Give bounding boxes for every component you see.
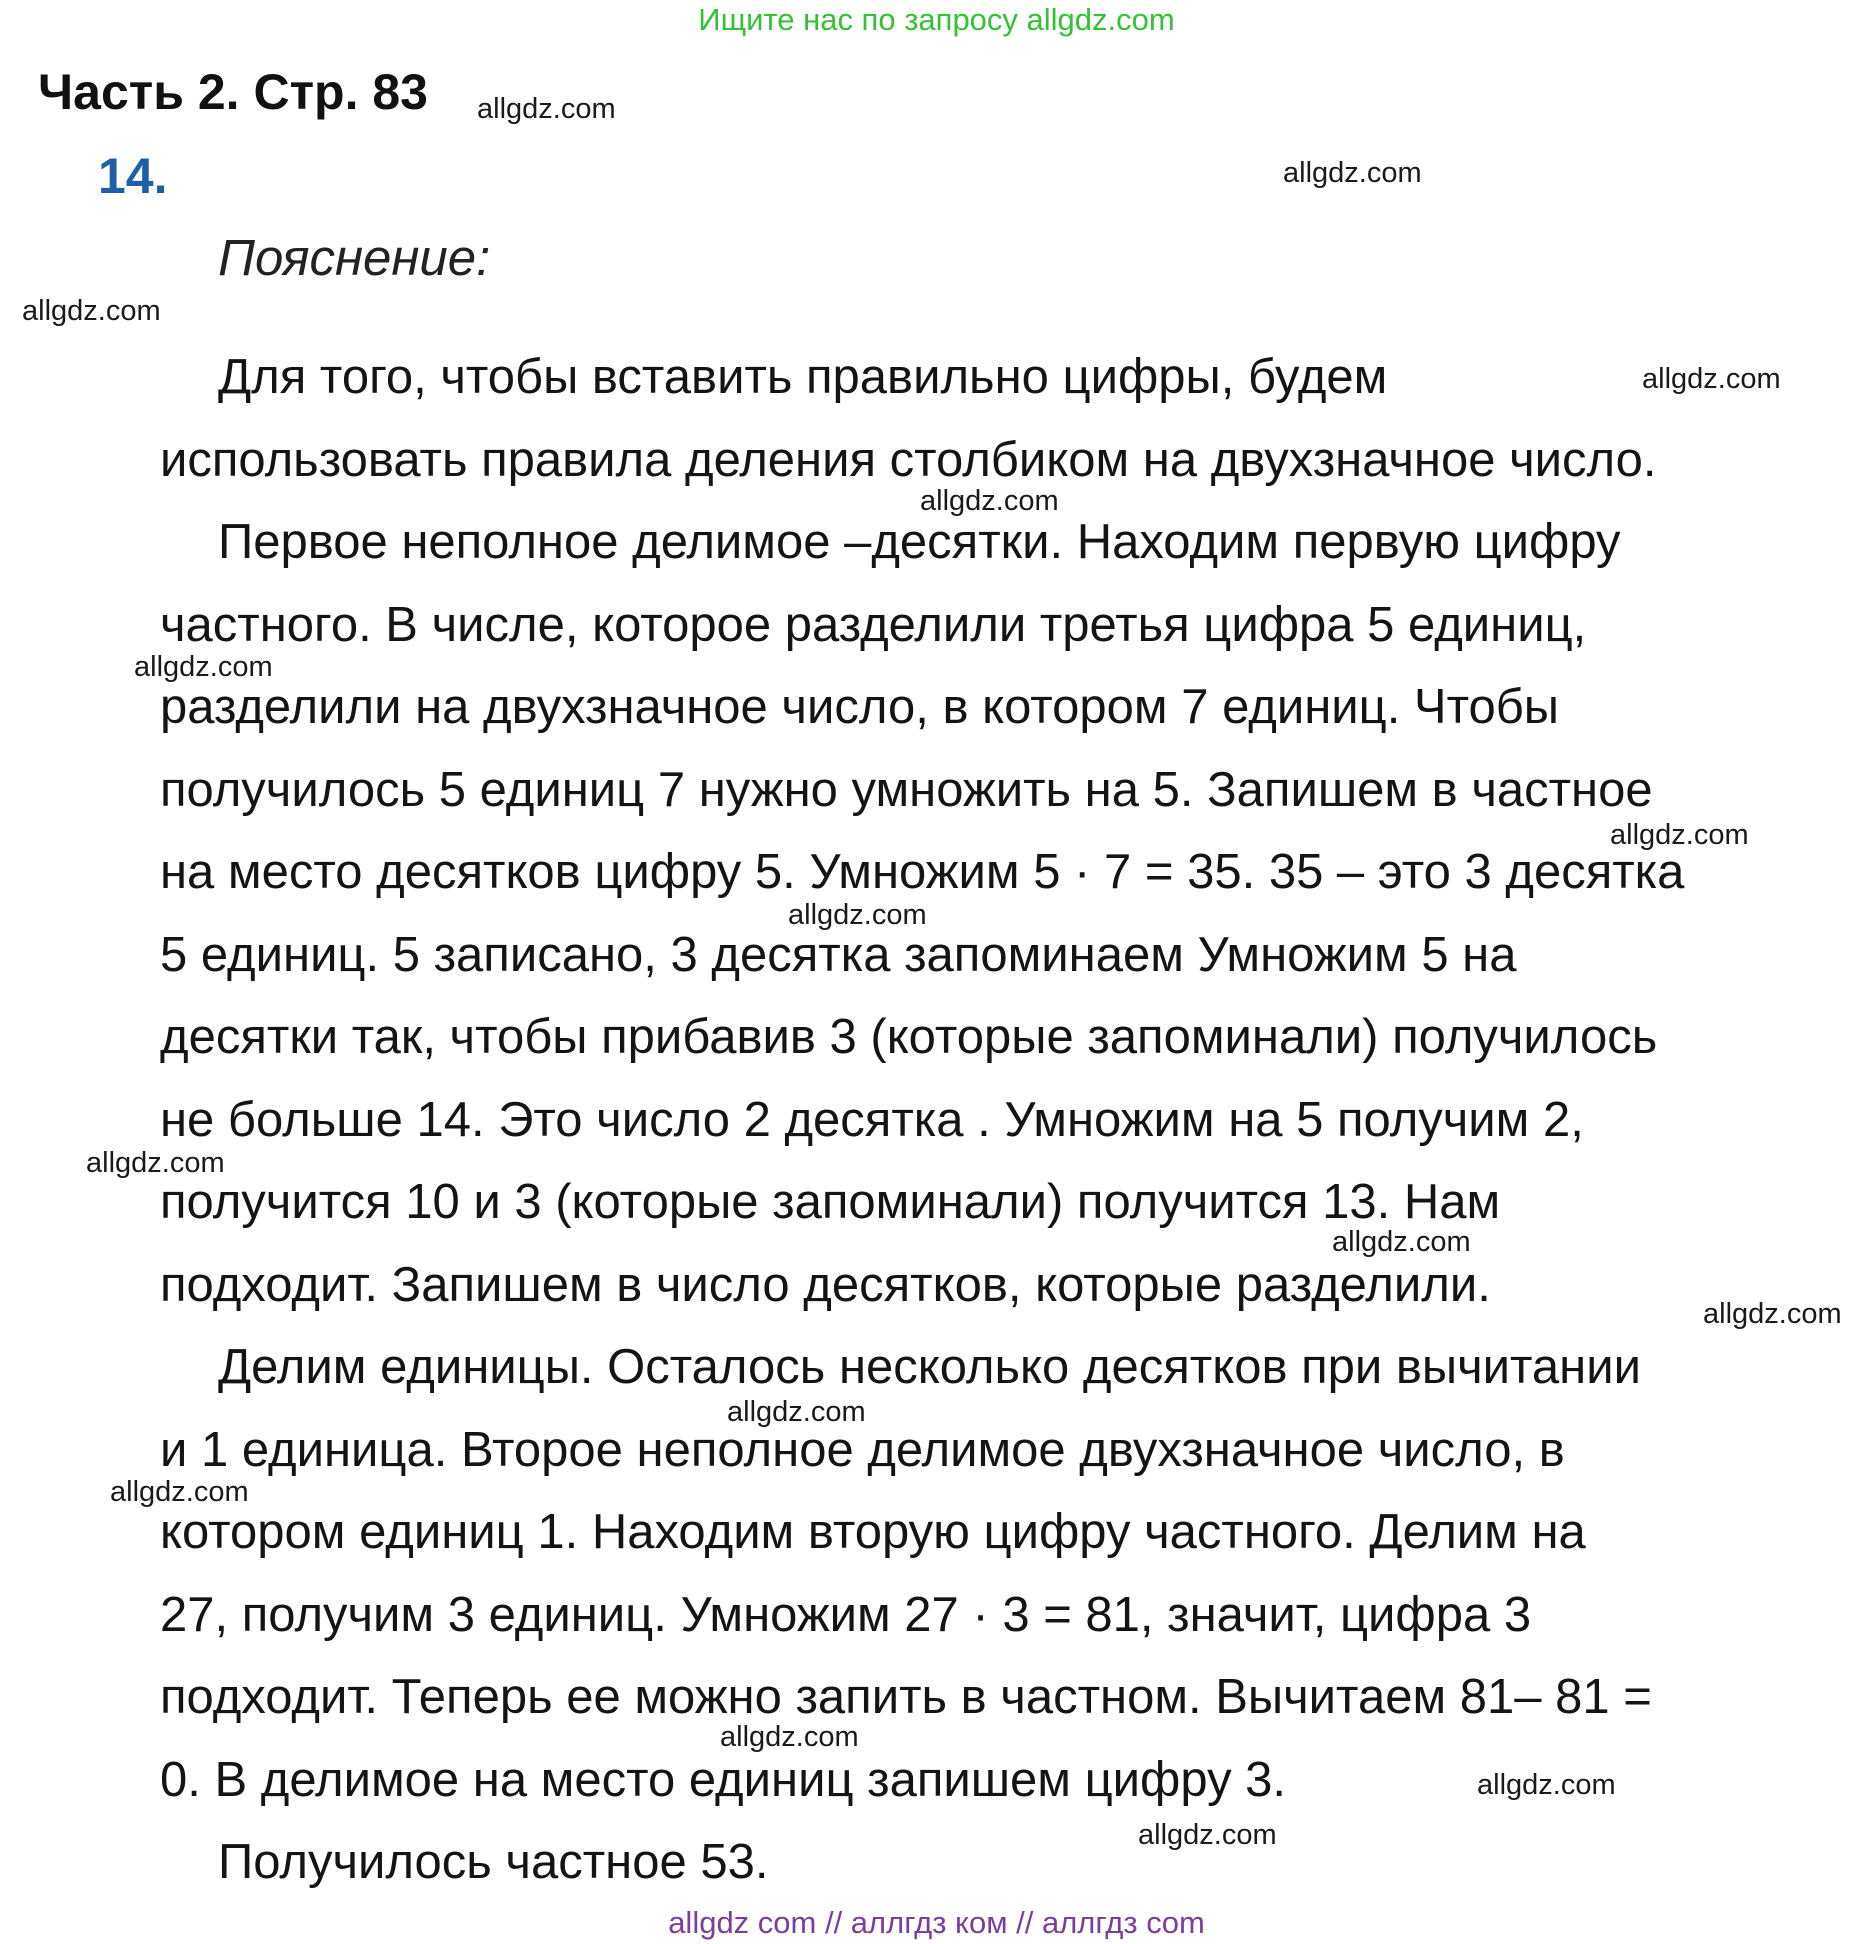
text-line: получится 10 и 3 (которые запоминали) получится 13. Нам (160, 1175, 1501, 1229)
watermark: allgdz.com (1332, 1226, 1471, 1258)
watermark: allgdz.com (1642, 363, 1781, 395)
text-line: 27, получим 3 единиц. Умножим 27 · 3 = 81, значит, цифра 3 (160, 1588, 1532, 1642)
watermark: allgdz.com (1138, 1819, 1277, 1851)
watermark: allgdz.com (134, 651, 273, 683)
watermark: allgdz.com (477, 93, 616, 125)
watermark: allgdz.com (110, 1476, 249, 1508)
part-title: Часть 2. Стр. 83 (38, 64, 428, 120)
watermark: allgdz.com (1477, 1769, 1616, 1801)
watermark: allgdz.com (788, 899, 927, 931)
text-line: получилось 5 единиц 7 нужно умножить на 5. Запишем в частное (160, 763, 1653, 817)
text-line: Первое неполное делимое –десятки. Находим первую цифру (218, 515, 1621, 569)
text-line: Делим единицы. Осталось несколько десятков при вычитании (218, 1340, 1641, 1394)
watermark: allgdz.com (1283, 157, 1422, 189)
text-line: Для того, чтобы вставить правильно цифры, будем (218, 350, 1388, 404)
text-line: не больше 14. Это число 2 десятка . Умножим на 5 получим 2, (160, 1093, 1584, 1147)
text-line: и 1 единица. Второе неполное делимое двухзначное число, в (160, 1423, 1565, 1477)
bottom-banner: allgdz com // аллгдз ком // аллгдз com (668, 1905, 1205, 1940)
explanation-label: Пояснение: (218, 229, 491, 286)
text-line: подходит. Запишем в число десятков, которые разделили. (160, 1258, 1491, 1312)
text-line: котором единиц 1. Находим вторую цифру частного. Делим на (160, 1505, 1586, 1559)
text-line: использовать правила деления столбиком на двухзначное число. (160, 433, 1657, 487)
watermark: allgdz.com (720, 1721, 859, 1753)
text-line: Получилось частное 53. (218, 1835, 769, 1889)
watermark: allgdz.com (22, 295, 161, 327)
text-line: десятки так, чтобы прибавив 3 (которые запоминали) получилось (160, 1010, 1658, 1064)
text-line: 0. В делимое на место единиц запишем цифру 3. (160, 1753, 1287, 1807)
text-line: частного. В числе, которое разделили третья цифра 5 единиц, (160, 598, 1587, 652)
text-line: разделили на двухзначное число, в котором 7 единиц. Чтобы (160, 680, 1560, 734)
text-line: 5 единиц. 5 записано, 3 десятка запоминаем Умножим 5 на (160, 928, 1517, 982)
watermark: allgdz.com (1703, 1298, 1842, 1330)
watermark: allgdz.com (1610, 819, 1749, 851)
text-line: на место десятков цифру 5. Умножим 5 · 7 = 35. 35 – это 3 десятка (160, 845, 1685, 899)
watermark: allgdz.com (727, 1396, 866, 1428)
top-banner: Ищите нас по запросу allgdz.com (698, 2, 1175, 37)
watermark: allgdz.com (920, 485, 1059, 517)
text-line: подходит. Теперь ее можно запить в частном. Вычитаем 81– 81 = (160, 1670, 1652, 1724)
watermark: allgdz.com (86, 1147, 225, 1179)
task-number: 14. (98, 148, 168, 204)
